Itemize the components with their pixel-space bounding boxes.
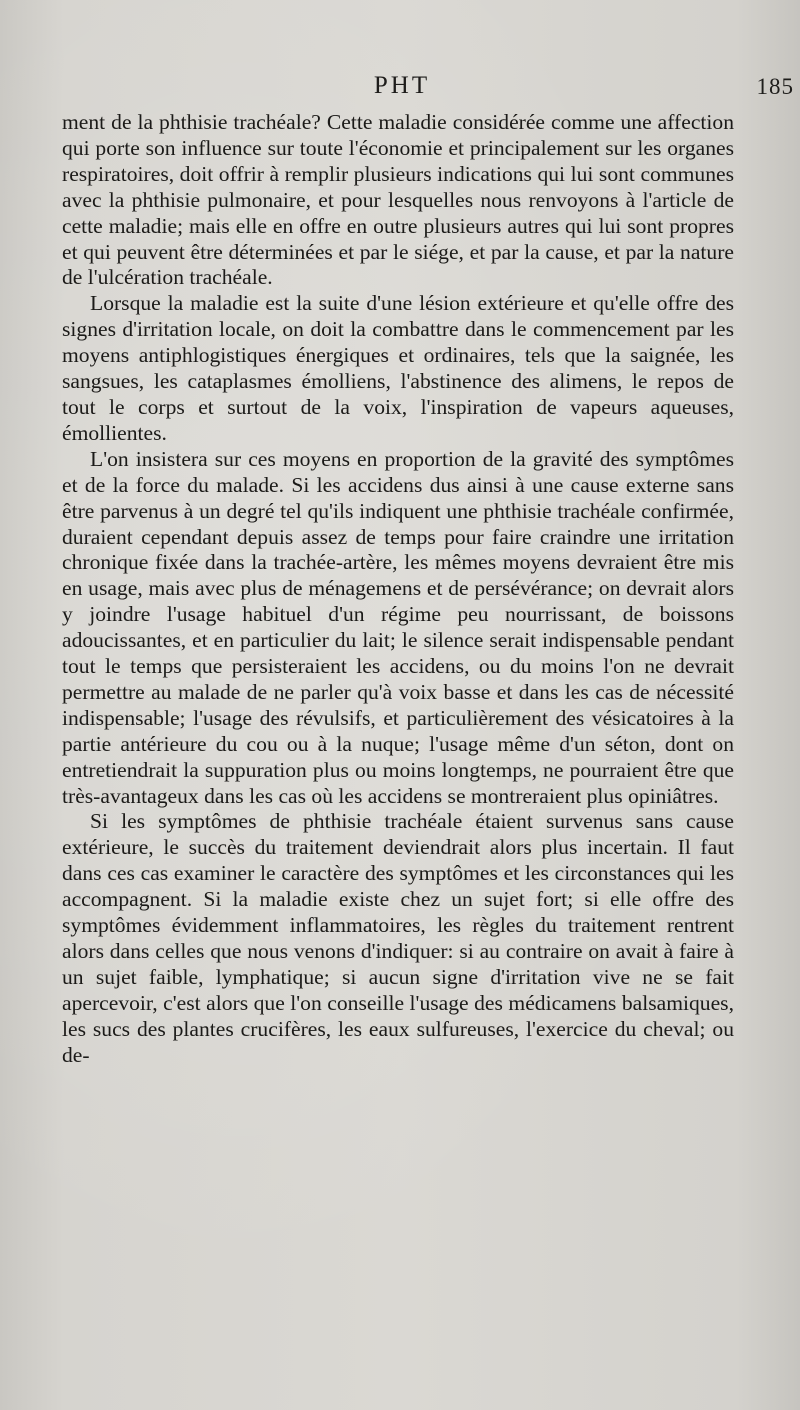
body-text bbox=[62, 110, 734, 1069]
running-head: PHT bbox=[373, 72, 431, 99]
paragraph-treatment-insistence: L'on insistera sur ces moyens en proportion de la gravité des symptômes et de la force du malade. Si les accidens dus ainsi à une cause externe sans être parvenus à un degré tel qu'ils indiquent une phthisie trachéale confirmée, duraient cependant depuis assez de temps pour faire craindre une irritation chronique fixée dans la trachée-artère, les mêmes moyens devraient être mis en usage, mais avec plus de ménagemens et de persévérance; on devrait alors y joindre l'usage habituel d'un régime peu nourrissant, de boissons adoucissantes, et en particulier du lait; le silence serait indispensable pendant tout le temps que persisteraient les accidens, ou du moins l'on ne devrait permettre au malade de ne parler qu'à voix basse et dans les cas de nécessité indispensable; l'usage des révulsifs, et particulièrement des vésicatoires à la partie antérieure du cou ou à la nuque; l'usage même d'un séton, dont on entretiendrait la suppuration plus ou moins longtemps, ne pourraient être que très-avantageux dans les cas où les accidens se montreraient plus opiniâtres. bbox=[62, 446, 734, 808]
paragraph-internal-cause: Si les symptômes de phthisie trachéale étaient survenus sans cause extérieure, le succès du traitement deviendrait alors plus incertain. Il faut dans ces cas examiner le caractère des symptômes et les circonstances qui les accompagnent. Si la maladie existe chez un sujet fort; si elle offre des symptômes évidemment inflammatoires, les règles du traitement rentrent alors dans celles que nous venons d'indiquer: si au contraire on avait à faire à un sujet faible, lymphatique; si aucun signe d'irritation vive ne se fait apercevoir, c'est alors que l'on conseille l'usage des médicamens balsamiques, les sucs des plantes crucifères, les eaux sulfureuses, l'exercice du cheval; ou de- bbox=[62, 809, 734, 1067]
paragraph-continuation: ment de la phthisie trachéale? Cette maladie considérée comme une affection qui porte son influence sur toute l'économie et principalement sur les organes respiratoires, doit offrir à remplir plusieurs indications qui lui sont communes avec la phthisie pulmonaire, et pour lesquelles nous renvoyons à l'article de cette maladie; mais elle en offre en outre plusieurs autres qui lui sont propres et qui peuvent être déterminées et par le siége, et par la cause, et par la nature de l'ulcération trachéale. bbox=[62, 110, 734, 290]
page-number: 185 bbox=[756, 74, 794, 99]
paragraph-external-lesion: Lorsque la maladie est la suite d'une lésion extérieure et qu'elle offre des signes d'irritation locale, on doit la combattre dans le commencement par les moyens antiphlogistiques énergiques et ordinaires, tels que la saignée, les sangsues, les cataplasmes émolliens, l'abstinence des alimens, le repos de tout le corps et surtout de la voix, l'inspiration de vapeurs aqueuses, émollientes. bbox=[62, 291, 734, 445]
page-header bbox=[62, 72, 794, 106]
